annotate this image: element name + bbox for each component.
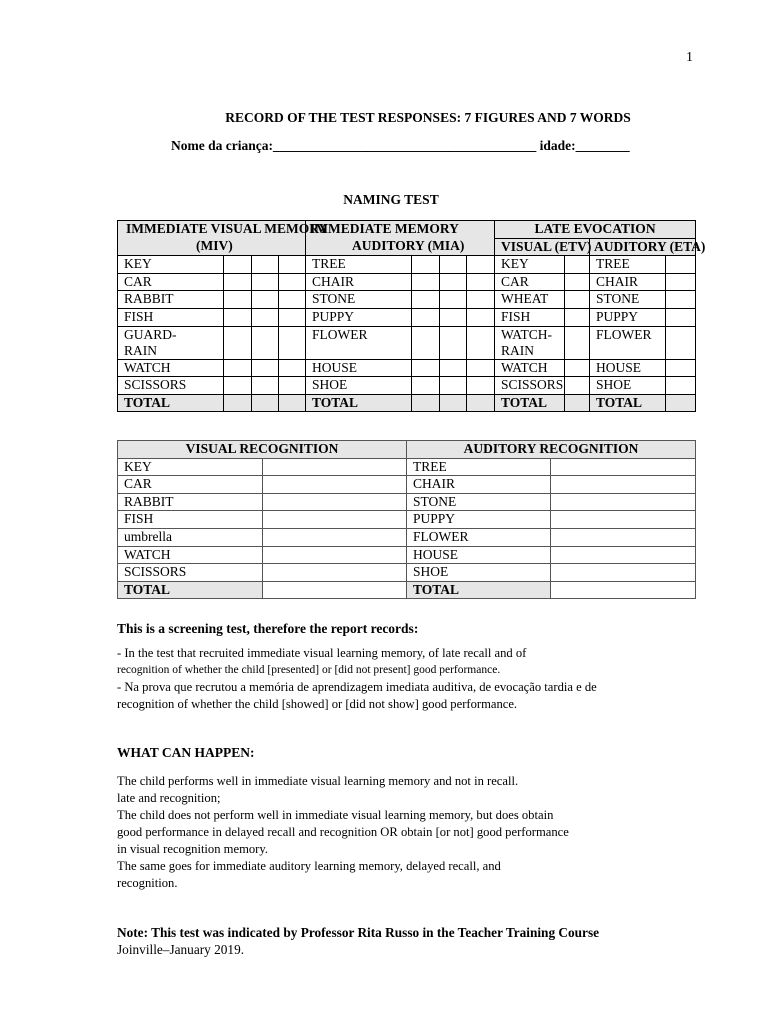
eta-item: SHOE [590, 377, 666, 395]
miv-response-cell[interactable] [252, 326, 279, 359]
visual-recognition-header: VISUAL RECOGNITION [118, 441, 407, 459]
visual-recognition-item: FISH [118, 511, 263, 529]
recognition-table-row [118, 564, 696, 582]
auditory-recognition-response-cell[interactable] [551, 546, 696, 564]
mia-response-cell[interactable] [440, 359, 467, 377]
etv-response-cell[interactable] [565, 291, 590, 309]
etv-response-cell[interactable] [565, 377, 590, 395]
screening-section [117, 620, 677, 713]
mia-header-title: IMMEDIATE MEMORY [310, 221, 459, 236]
etv-item: CAR [495, 273, 565, 291]
auditory-recognition-item: SHOE [407, 564, 551, 582]
what-can-happen-line: good performance in delayed recall and recognition OR obtain [or not] good performance [117, 825, 569, 839]
miv-response-cell[interactable] [279, 326, 306, 359]
recognition-table-row [118, 528, 696, 546]
visual-recognition-item: WATCH [118, 546, 263, 564]
etv-response-cell[interactable] [565, 273, 590, 291]
visual-recognition-response-cell[interactable] [263, 564, 407, 582]
mia-item: TREE [306, 256, 412, 274]
miv-item: CAR [118, 273, 224, 291]
visual-recognition-response-cell[interactable] [263, 511, 407, 529]
etv-response-cell[interactable] [565, 326, 590, 359]
mia-response-cell[interactable] [440, 326, 467, 359]
miv-header [118, 221, 329, 256]
eta-item: FLOWER [590, 326, 666, 359]
mia-response-cell[interactable] [412, 256, 440, 274]
eta-item: TREE [590, 256, 666, 274]
auditory-recognition-total-label: TOTAL [407, 581, 551, 599]
mia-response-cell[interactable] [467, 291, 495, 309]
miv-item: GUARD- RAIN [118, 326, 224, 359]
visual-recognition-response-cell[interactable] [263, 458, 407, 476]
miv-response-cell[interactable] [252, 377, 279, 395]
mia-response-cell[interactable] [467, 377, 495, 395]
recognition-table [117, 440, 696, 599]
etv-item: WATCH- RAIN [495, 326, 565, 359]
miv-response-cell[interactable] [252, 359, 279, 377]
miv-response-cell[interactable] [252, 308, 279, 326]
etv-header: VISUAL (ETV) [495, 238, 590, 256]
page-number: 1 [686, 50, 693, 65]
auditory-recognition-response-cell[interactable] [551, 564, 696, 582]
etv-item: KEY [495, 256, 565, 274]
eta-response-cell[interactable] [666, 377, 696, 395]
visual-recognition-response-cell[interactable] [263, 546, 407, 564]
miv-item: FISH [118, 308, 224, 326]
visual-recognition-response-cell[interactable] [263, 476, 407, 494]
etv-item: WATCH [495, 359, 565, 377]
auditory-recognition-response-cell[interactable] [551, 458, 696, 476]
recognition-table-row [118, 511, 696, 529]
child-name-age-line: Nome da criança:_______________________________________ idade:________ [171, 138, 630, 153]
miv-response-cell[interactable] [224, 291, 252, 309]
mia-header [306, 221, 495, 256]
eta-response-cell[interactable] [666, 256, 696, 274]
auditory-recognition-response-cell[interactable] [551, 528, 696, 546]
mia-response-cell[interactable] [412, 308, 440, 326]
auditory-recognition-item: CHAIR [407, 476, 551, 494]
miv-item: RABBIT [118, 291, 224, 309]
eta-response-cell[interactable] [666, 359, 696, 377]
miv-item: KEY [118, 256, 224, 274]
eta-response-cell[interactable] [666, 273, 696, 291]
what-can-happen-line: late and recognition; [117, 791, 221, 805]
mia-response-cell[interactable] [467, 359, 495, 377]
what-can-happen-line: recognition. [117, 876, 178, 890]
visual-recognition-response-cell[interactable] [263, 493, 407, 511]
mia-response-cell[interactable] [440, 377, 467, 395]
visual-recognition-item: RABBIT [118, 493, 263, 511]
miv-response-cell[interactable] [279, 308, 306, 326]
mia-response-cell[interactable] [467, 326, 495, 359]
mia-response-cell[interactable] [440, 273, 467, 291]
mia-response-cell[interactable] [467, 256, 495, 274]
miv-item: SCISSORS [118, 377, 224, 395]
mia-item: PUPPY [306, 308, 412, 326]
recognition-table-row [118, 493, 696, 511]
visual-recognition-item: SCISSORS [118, 564, 263, 582]
mia-response-cell[interactable] [440, 291, 467, 309]
visual-recognition-response-cell[interactable] [263, 528, 407, 546]
screening-line-1: - In the test that recruited immediate visual learning memory, of late recall and of [117, 646, 527, 660]
late-evocation-header: LATE EVOCATION [495, 221, 696, 239]
miv-response-cell[interactable] [279, 377, 306, 395]
miv-response-cell[interactable] [224, 273, 252, 291]
mia-total-label: TOTAL [306, 394, 412, 412]
note-line-2: Joinville–January 2019. [117, 942, 245, 957]
naming-table-row [118, 273, 696, 291]
mia-response-cell[interactable] [467, 273, 495, 291]
naming-table-row [118, 326, 696, 359]
auditory-recognition-item: STONE [407, 493, 551, 511]
screening-line-3: - Na prova que recrutou a memória de aprendizagem imediata auditiva, de evocação tardia e de [117, 680, 597, 694]
recognition-table-row [118, 458, 696, 476]
miv-response-cell[interactable] [224, 359, 252, 377]
auditory-recognition-header: AUDITORY RECOGNITION [407, 441, 696, 459]
mia-response-cell[interactable] [412, 273, 440, 291]
miv-total-label: TOTAL [118, 394, 224, 412]
note-line-1: Note: This test was indicated by Professor Rita Russo in the Teacher Training Course [117, 925, 600, 940]
page-title: RECORD OF THE TEST RESPONSES: 7 FIGURES AND 7 WORDS [225, 110, 631, 125]
etv-item: FISH [495, 308, 565, 326]
eta-total-label: TOTAL [590, 394, 666, 412]
eta-response-cell[interactable] [666, 326, 696, 359]
visual-recognition-item: KEY [118, 458, 263, 476]
auditory-recognition-item: PUPPY [407, 511, 551, 529]
miv-response-cell[interactable] [279, 256, 306, 274]
mia-item: SHOE [306, 377, 412, 395]
mia-item: HOUSE [306, 359, 412, 377]
miv-response-cell[interactable] [252, 256, 279, 274]
mia-response-cell[interactable] [467, 308, 495, 326]
visual-recognition-item: umbrella [118, 528, 263, 546]
what-can-happen-line: in visual recognition memory. [117, 842, 268, 856]
visual-recognition-item: CAR [118, 476, 263, 494]
eta-header: AUDITORY (ETA) [590, 238, 696, 256]
etv-item: SCISSORS [495, 377, 565, 395]
note-section [117, 924, 677, 958]
miv-response-cell[interactable] [224, 308, 252, 326]
what-can-happen-section [117, 744, 677, 892]
mia-response-cell[interactable] [440, 256, 467, 274]
recognition-table-row [118, 546, 696, 564]
mia-response-cell[interactable] [412, 291, 440, 309]
mia-item: STONE [306, 291, 412, 309]
what-can-happen-line: The child does not perform well in immediate visual learning memory, but does obtain [117, 808, 554, 822]
miv-response-cell[interactable] [279, 359, 306, 377]
screening-line-2: recognition of whether the child [presented] or [did not present] good performance. [117, 664, 501, 676]
mia-response-cell[interactable] [412, 377, 440, 395]
eta-item: HOUSE [590, 359, 666, 377]
miv-header-abbr: (MIV) [196, 238, 233, 253]
mia-response-cell[interactable] [440, 308, 467, 326]
etv-response-cell[interactable] [565, 359, 590, 377]
eta-item: PUPPY [590, 308, 666, 326]
miv-response-cell[interactable] [279, 273, 306, 291]
naming-table-row [118, 256, 696, 274]
etv-response-cell[interactable] [565, 308, 590, 326]
naming-table-row [118, 377, 696, 395]
what-can-happen-heading: WHAT CAN HAPPEN: [117, 745, 255, 760]
eta-item: STONE [590, 291, 666, 309]
naming-table-row [118, 359, 696, 377]
screening-heading: This is a screening test, therefore the report records: [117, 621, 419, 636]
auditory-recognition-response-cell[interactable] [551, 476, 696, 494]
naming-test-table [117, 220, 706, 412]
miv-item: WATCH [118, 359, 224, 377]
naming-table-row [118, 291, 696, 309]
eta-response-cell[interactable] [666, 291, 696, 309]
miv-response-cell[interactable] [252, 291, 279, 309]
auditory-recognition-response-cell[interactable] [551, 493, 696, 511]
miv-response-cell[interactable] [224, 256, 252, 274]
auditory-recognition-item: TREE [407, 458, 551, 476]
auditory-recognition-item: FLOWER [407, 528, 551, 546]
screening-line-4: recognition of whether the child [showed] or [did not show] good performance. [117, 697, 518, 711]
miv-response-cell[interactable] [224, 377, 252, 395]
auditory-recognition-item: HOUSE [407, 546, 551, 564]
visual-recognition-total-label: TOTAL [118, 581, 263, 599]
what-can-happen-line: The same goes for immediate auditory learning memory, delayed recall, and [117, 859, 501, 873]
mia-item: CHAIR [306, 273, 412, 291]
eta-item: CHAIR [590, 273, 666, 291]
mia-header-abbr: AUDITORY (MIA) [352, 238, 465, 253]
miv-response-cell[interactable] [252, 273, 279, 291]
miv-response-cell[interactable] [224, 326, 252, 359]
recognition-table-row [118, 476, 696, 494]
miv-response-cell[interactable] [279, 291, 306, 309]
naming-table-row [118, 308, 696, 326]
miv-header-title: IMMEDIATE VISUAL MEMORY [126, 221, 329, 236]
mia-response-cell[interactable] [412, 359, 440, 377]
eta-response-cell[interactable] [666, 308, 696, 326]
mia-item: FLOWER [306, 326, 412, 359]
etv-item: WHEAT [495, 291, 565, 309]
naming-test-heading: NAMING TEST [343, 192, 439, 207]
auditory-recognition-response-cell[interactable] [551, 511, 696, 529]
etv-total-label: TOTAL [495, 394, 565, 412]
etv-response-cell[interactable] [565, 256, 590, 274]
what-can-happen-line: The child performs well in immediate visual learning memory and not in recall. [117, 774, 519, 788]
mia-response-cell[interactable] [412, 326, 440, 359]
